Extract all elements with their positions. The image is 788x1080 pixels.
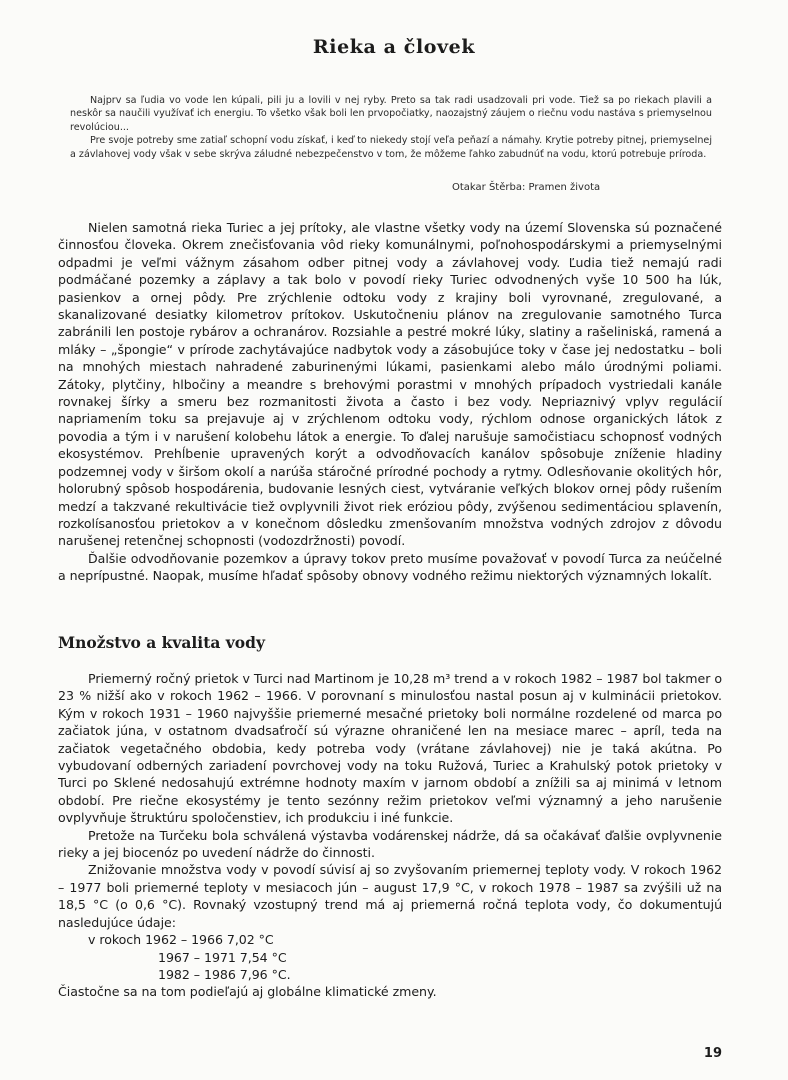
temperature-data-line: v rokoch 1962 – 1966 7,02 °C	[88, 932, 274, 948]
body-paragraph: Priemerný ročný prietok v Turci nad Martinom je 10,28 m³ trend a v rokoch 1982 – 1987 bol takmer o 23 % nižší ako v rokoch 1962 – 1966. V porovnaní s minulosťou nastal posun aj v kulminácii prietokov. Kým v rokoch 1931 – 1960 najvyššie priemerné mesačné prietoky boli normálne rozdelené od marca po začiatok júna, v ostatnom dvadsaťročí sú výrazne ohraničené len na mesiace marec – apríl, teda na začiatok vegetačného obdobia, kedy potreba vody (vrátane závlahovej) nie je taká akútna. Po vybudovaní odberných zariadení povrchovej vody na toku Ružová, Turiec a Krahulský potok prietoky v Turci po Sklené nedosahujú extrémne hodnoty maxím v jarnom období a znížili sa aj minimá v letnom období. Pre riečne ekosystémy je tento sezónny režim prietokov veľmi významný a jeho narušenie ovplyvňuje štruktúru spoločenstiev, ich produkciu i iné funkcie.	[58, 671, 722, 826]
section-heading: Množstvo a kvalita vody	[58, 633, 265, 652]
body-paragraph: Ďalšie odvodňovanie pozemkov a úpravy tokov preto musíme považovať v povodí Turca za neúčelné a neprípustné. Naopak, musíme hľadať spôsoby obnovy vodného režimu niektorých významných lokalít.	[58, 550, 722, 584]
temperature-data-line: 1967 – 1971 7,54 °C	[158, 949, 287, 965]
section-river-and-man	[58, 219, 722, 585]
epigraph-quote	[70, 94, 712, 161]
quote-paragraph: Pre svoje potreby sme zatiaľ schopní vodu získať, i keď to niekedy stojí veľa peňazí a námahy. Krytie potreby pitnej, priemyselnej a závlahovej vody však v sebe skrýva záludné nebezpečenstvo v tom, že môžeme ľahko zabudnúť na vodu, ktorú potrebuje príroda.	[70, 135, 712, 160]
body-paragraph: Znižovanie množstva vody v povodí súvisí aj so zvyšovaním priemernej teploty vody. V rokoch 1962 – 1977 boli priemerné teploty v mesiacoch jún – august 17,9 °C, v rokoch 1978 – 1987 sa zvýšili už na 18,5 °C (o 0,6 °C). Rovnaký vzostupný trend má aj priemerná ročná teplota vody, čo dokumentujú nasledujúce údaje:	[58, 862, 722, 930]
quote-paragraph: Najprv sa ľudia vo vode len kúpali, pili ju a lovili v nej ryby. Preto sa tak radi usadzovali pri vode. Tiež sa po riekach plavili a neskôr sa naučili využívať ich energiu. To všetko však boli len prvopočiatky, naozajstný záujem o riečnu vodu nastáva s priemyselnou revolúciou...	[70, 95, 712, 133]
body-paragraph: Pretože na Turčeku bola schválená výstavba vodárenskej nádrže, dá sa očakávať ďalšie ovplyvnenie rieky a jej biocenóz po uvedení nádrže do činnosti.	[58, 827, 722, 861]
body-paragraph: Nielen samotná rieka Turiec a jej prítoky, ale vlastne všetky vody na území Slovenska sú poznačené činnosťou človeka. Okrem znečisťovania vôd rieky komunálnymi, poľnohospodárskymi a priemyselnými odpadmi je veľmi vážnym zásahom odber pitnej vody a závlahovej vody. Ľudia tiež nemajú radi podmáčané pozemky a záplavy a tak bolo v povodí rieky Turiec odvodnených vyše 10 500 ha lúk, pasienkov a ornej pôdy. Pre zrýchlenie odtoku vody z krajiny boli vyrovnané, zregulované, a skanalizované desiatky kilometrov prítokov. Uskutočneniu plánov na zregulovanie samotného Turca zabránili len postoje rybárov a ochranárov. Rozsiahle a pestré mokré lúky, slatiny a rašeliniská, ramená a mláky – „špongie“ v prírode zachytávajúce nadbytok vody a zásobujúce toky v čase jej nedostatku – boli na mnohých miestach nahradené zaburinenými lúkami, pasienkami alebo málo úrodnými poliami. Zátoky, plytčiny, hlbočiny a meandre s brehovými porastmi v mnohých prípadoch vystriedali kanále rovnakej šírky a smeru bez rozmanitosti života a často i bez vody. Nepriaznivý vplyv regulácií napriamením toku sa prejavuje aj v zrýchlenom odtoku vody, rýchlom odnose organických látok z povodia a tým i v narušení kolobehu látok a energie. To ďalej narušuje samočistiacu schopnosť vodných ekosystémov. Prehĺbenie upravených korýt a odvodňovacích kanálov spôsobuje zníženie hladiny podzemnej vody v širšom okolí a narúša stáročné prírodné pochody a rytmy. Odlesňovanie okolitých hôr, holorubný spôsob hospodárenia, budovanie lesných ciest, vytváranie veľkých blokov ornej pôdy rušením medzí a takzvané rekultivácie tiež ovplyvnili život riek eróziou pôdy, zvýšenou sedimentáciou splavenín, rozkolísanosťou prietokov a v konečnom dôsledku zmenšovaním množstva vodných zdrojov z dôvodu narušenej retenčnej schopnosti (vodozdržnosti) povodí.	[58, 220, 722, 549]
section-water-quantity-quality	[58, 670, 722, 1001]
page-title: Rieka a človek	[312, 36, 476, 58]
page-number: 19	[703, 1046, 722, 1061]
temperature-data-line: 1982 – 1986 7,96 °C.	[158, 966, 291, 982]
quote-source: Otakar Štěrba: Pramen života	[452, 182, 601, 193]
closing-sentence: Čiastočne sa na tom podieľajú aj globálne klimatické zmeny.	[58, 984, 437, 1000]
